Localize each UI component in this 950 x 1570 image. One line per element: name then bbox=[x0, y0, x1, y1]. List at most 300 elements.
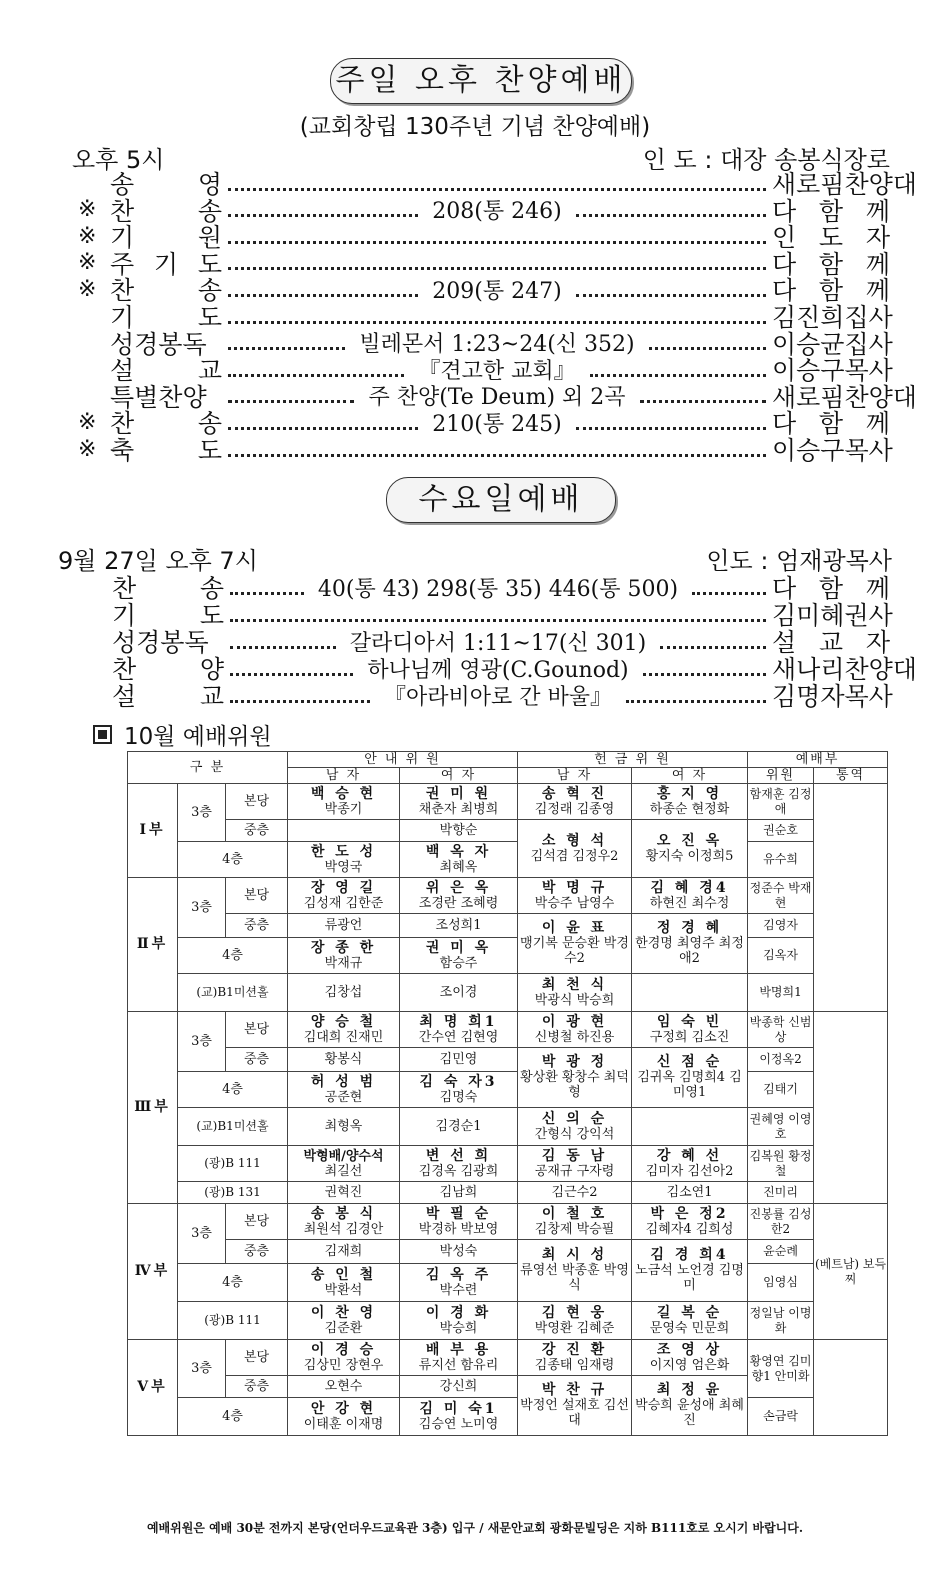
leader-name: 최 시 성 bbox=[541, 1247, 608, 1263]
leader-name: 강 혜 선 bbox=[656, 1147, 723, 1164]
cell bbox=[400, 1264, 518, 1302]
cell bbox=[288, 938, 400, 974]
cell bbox=[288, 878, 400, 914]
order-title: 송 영 bbox=[110, 170, 222, 199]
leader-name: 김 동 남 bbox=[541, 1147, 608, 1164]
cell bbox=[400, 938, 518, 974]
table-row bbox=[128, 938, 888, 974]
member-names: 김종태 임재령 bbox=[534, 1357, 615, 1373]
cell: 김소연1 bbox=[632, 1182, 748, 1204]
member-cell: 황영연 김미향1 안미화 bbox=[748, 1340, 814, 1398]
table-row bbox=[128, 1012, 888, 1048]
leader-dots bbox=[228, 267, 766, 270]
member-cell: 이정옥2 bbox=[748, 1048, 814, 1072]
leader-name: 소 형 석 bbox=[541, 832, 608, 849]
leader-name: 홍 지 영 bbox=[656, 785, 723, 802]
leader-name: 임 숙 빈 bbox=[656, 1013, 723, 1030]
cell bbox=[632, 1240, 748, 1302]
leader-name: 오 진 옥 bbox=[656, 832, 723, 849]
cell bbox=[632, 1376, 748, 1436]
order-item bbox=[78, 436, 893, 465]
member-cell: 정준수 박재현 bbox=[748, 878, 814, 914]
order-person: 이승구목사 bbox=[772, 356, 893, 386]
order-content: 갈라디아서 1:11~17(신 301) bbox=[349, 630, 647, 656]
duty-table bbox=[127, 751, 888, 1436]
cell bbox=[518, 820, 632, 878]
order-item bbox=[112, 682, 893, 711]
table-header-row bbox=[128, 752, 888, 768]
leader-dots bbox=[576, 214, 766, 217]
place-label: 중층 bbox=[226, 820, 288, 842]
member-names: 공재규 구자령 bbox=[534, 1163, 615, 1179]
order-person: 이승균집사 bbox=[772, 329, 893, 359]
header-annae-female: 여 자 bbox=[400, 768, 518, 784]
header-annae-male: 남 자 bbox=[288, 768, 400, 784]
interp-cell bbox=[814, 784, 888, 1012]
place-label: 중층 bbox=[226, 1240, 288, 1264]
leader-dots bbox=[228, 214, 418, 217]
order-title: 찬 양 bbox=[112, 655, 224, 684]
leader-name: 변 선 희 bbox=[425, 1147, 492, 1164]
place-label: 중층 bbox=[226, 914, 288, 938]
order-person: 새로핌찬양대 bbox=[772, 382, 917, 412]
place-label: 중층 bbox=[226, 1376, 288, 1398]
cell bbox=[632, 878, 748, 914]
leader-dots bbox=[649, 347, 766, 350]
cell bbox=[400, 1340, 518, 1376]
leader-name: 권 미 옥 bbox=[425, 939, 492, 956]
leader-name: 신 의 순 bbox=[541, 1110, 608, 1127]
cell bbox=[288, 1264, 400, 1302]
leader-name: 송 인 철 bbox=[310, 1266, 377, 1283]
cell bbox=[288, 784, 400, 820]
member-names: 공준현 bbox=[324, 1089, 363, 1105]
member-cell: 김복원 황정철 bbox=[748, 1146, 814, 1182]
place-label: 본당 bbox=[226, 1012, 288, 1048]
leader-dots bbox=[228, 347, 345, 350]
order-person: 김미혜권사 bbox=[772, 601, 893, 630]
cell bbox=[400, 1012, 518, 1048]
leader-name: 김 혜 경4 bbox=[650, 879, 729, 896]
member-names: 김성재 김한준 bbox=[303, 895, 384, 911]
order-person: 다 함 께 bbox=[772, 196, 890, 226]
member-names: 간형식 강익석 bbox=[534, 1126, 615, 1142]
member-cell: 진미리 bbox=[748, 1182, 814, 1204]
leader-name: 김 경 희4 bbox=[650, 1247, 729, 1263]
cell: 김재희 bbox=[288, 1240, 400, 1264]
order-title: 성경봉독 bbox=[110, 329, 207, 359]
member-names: 김미자 김선아2 bbox=[645, 1163, 734, 1179]
member-names: 류지선 함유리 bbox=[418, 1357, 499, 1373]
table-row bbox=[128, 914, 888, 938]
member-names: 박종기 bbox=[324, 801, 363, 817]
floor-label: 4층 bbox=[178, 1264, 288, 1302]
leader-name: 장 영 길 bbox=[310, 879, 377, 896]
order-content: 『아라비아로 간 바울』 bbox=[384, 684, 613, 710]
order-title: 찬 송 bbox=[110, 409, 222, 439]
member-names: 구정희 김소진 bbox=[649, 1029, 730, 1045]
order-person: 다 함 께 bbox=[772, 574, 890, 603]
member-names: 박정언 설재호 김선대 bbox=[520, 1398, 629, 1428]
leader-dots bbox=[590, 374, 766, 377]
leader-name: 송 봉 식 bbox=[310, 1205, 377, 1222]
member-cell: 권순호 bbox=[748, 820, 814, 842]
cell bbox=[518, 1108, 632, 1146]
leader-name: 권 미 원 bbox=[425, 785, 492, 802]
part-label: Ⅴ부 bbox=[128, 1340, 178, 1436]
order-content: 209(통 247) bbox=[432, 278, 562, 304]
part-label: Ⅳ부 bbox=[128, 1204, 178, 1340]
leader-name: 박 은 정2 bbox=[650, 1205, 729, 1222]
place-label: (교)B1미션홀 bbox=[178, 974, 288, 1012]
leader-dots bbox=[228, 400, 354, 403]
duty-section-title: 10월 예배위원 bbox=[124, 724, 272, 750]
header-member: 위원 bbox=[748, 768, 814, 784]
cell bbox=[400, 1302, 518, 1340]
table-row bbox=[128, 842, 888, 878]
cell bbox=[400, 1204, 518, 1240]
cell: 조이경 bbox=[400, 974, 518, 1012]
leader-name: 이 찬 영 bbox=[310, 1304, 377, 1321]
leader-name: 안 강 현 bbox=[310, 1400, 377, 1417]
leader-name: 백 승 현 bbox=[310, 785, 377, 802]
order-person: 다 함 께 bbox=[772, 276, 890, 306]
member-names: 김대희 진재민 bbox=[303, 1029, 384, 1045]
leader-name: 위 은 옥 bbox=[425, 879, 492, 896]
order-person: 김진희집사 bbox=[772, 303, 893, 332]
leader-dots bbox=[643, 673, 766, 676]
leader-dots bbox=[228, 427, 418, 430]
leader-dots bbox=[228, 241, 766, 244]
member-names: 박경하 박보영 bbox=[418, 1221, 499, 1237]
member-names: 김혜자4 김희성 bbox=[645, 1221, 734, 1237]
member-cell: 윤순례 bbox=[748, 1240, 814, 1264]
leader-name: 김 현 웅 bbox=[541, 1304, 608, 1321]
cell bbox=[400, 1146, 518, 1182]
floor-label: 4층 bbox=[178, 938, 288, 974]
order-content: 210(통 245) bbox=[432, 411, 562, 437]
order-title: 찬 송 bbox=[110, 196, 222, 226]
table-row bbox=[128, 1182, 888, 1204]
place-label: 본당 bbox=[226, 1204, 288, 1240]
member-names: 하현진 최수정 bbox=[649, 895, 730, 911]
cell bbox=[518, 1340, 632, 1376]
cell bbox=[288, 1302, 400, 1340]
place-label: 본당 bbox=[226, 784, 288, 820]
cell bbox=[632, 784, 748, 820]
member-names: 류영선 박종훈 박영식 bbox=[520, 1263, 629, 1293]
leader-name: 배 부 용 bbox=[425, 1341, 492, 1358]
leader-dots bbox=[230, 646, 336, 649]
wednesday-info bbox=[58, 541, 892, 575]
order-title: 설 교 bbox=[112, 682, 224, 711]
table-row bbox=[128, 820, 888, 842]
cell: 김민영 bbox=[400, 1048, 518, 1072]
floor-label: 4층 bbox=[178, 1398, 288, 1436]
leader-name: 박 광 정 bbox=[541, 1054, 608, 1070]
member-names: 맹기복 문승환 박경수2 bbox=[520, 936, 629, 966]
leader-name: 박 찬 규 bbox=[541, 1382, 608, 1398]
leader-name: 박 명 규 bbox=[541, 879, 608, 896]
cell bbox=[288, 1398, 400, 1436]
wednesday-time: 9월 27일 오후 7시 bbox=[58, 547, 258, 575]
order-title: 설 교 bbox=[110, 356, 222, 386]
cell bbox=[518, 914, 632, 974]
sunday-subtitle: (교회창립 130주년 기념 찬양예배) bbox=[299, 114, 651, 140]
cell bbox=[518, 1012, 632, 1048]
cell bbox=[400, 842, 518, 878]
member-names: 최길선 bbox=[324, 1163, 363, 1179]
leader-name: 강 진 환 bbox=[541, 1341, 608, 1358]
leader-name: 박 필 순 bbox=[425, 1205, 492, 1222]
cell bbox=[518, 1146, 632, 1182]
member-names: 김정래 김종영 bbox=[534, 801, 615, 817]
order-person: 다 함 께 bbox=[772, 409, 890, 439]
sunday-leader: 인 도 : 대장 송봉식장로 bbox=[642, 146, 890, 174]
cell bbox=[632, 1204, 748, 1240]
table-row bbox=[128, 784, 888, 820]
cell bbox=[518, 784, 632, 820]
interp-cell: (베트남) 보득찌 bbox=[814, 1204, 888, 1340]
member-names: 황지숙 이정희5 bbox=[645, 848, 734, 864]
member-cell: 함재훈 김정애 bbox=[748, 784, 814, 820]
member-cell: 유수희 bbox=[748, 842, 814, 878]
cell: 박성숙 bbox=[400, 1240, 518, 1264]
member-names: 함승주 bbox=[439, 955, 478, 971]
member-cell: 임영심 bbox=[748, 1264, 814, 1302]
member-names: 박승희 bbox=[439, 1320, 478, 1336]
order-person: 김명자목사 bbox=[772, 682, 893, 711]
member-cell: 박종학 신범상 bbox=[748, 1012, 814, 1048]
order-title: 찬 송 bbox=[110, 276, 222, 306]
cell: 김창섭 bbox=[288, 974, 400, 1012]
order-person: 이승구목사 bbox=[772, 436, 893, 465]
cell bbox=[632, 820, 748, 878]
leader-name: 이 윤 표 bbox=[541, 920, 608, 936]
member-names: 신병철 하진용 bbox=[534, 1029, 615, 1045]
cell bbox=[518, 1302, 632, 1340]
place-label: (교)B1미션홀 bbox=[178, 1108, 288, 1146]
leader-name: 김 옥 주 bbox=[425, 1266, 492, 1283]
floor-label: 3층 bbox=[178, 878, 226, 938]
header-heongeum: 헌 금 위 원 bbox=[518, 752, 748, 768]
sunday-title: 주일 오후 찬양예배 bbox=[330, 58, 632, 104]
floor-label: 3층 bbox=[178, 1340, 226, 1398]
leader-dots bbox=[626, 700, 766, 703]
cell bbox=[288, 1012, 400, 1048]
leader-name: 백 옥 자 bbox=[425, 843, 492, 860]
leader-dots bbox=[640, 400, 766, 403]
table-row bbox=[128, 1340, 888, 1376]
cell bbox=[518, 974, 632, 1012]
leader-name: 정 경 혜 bbox=[656, 920, 723, 936]
leader-dots bbox=[230, 619, 766, 622]
filled-square-icon bbox=[93, 725, 112, 744]
part-label: Ⅱ부 bbox=[128, 878, 178, 1012]
leader-name: 양 승 철 bbox=[310, 1013, 377, 1030]
member-names: 최혜옥 bbox=[439, 859, 478, 875]
member-names: 박영국 bbox=[324, 859, 363, 875]
member-names: 김승연 노미영 bbox=[418, 1416, 499, 1432]
cell: 박향순 bbox=[400, 820, 518, 842]
member-cell: 권혜영 이영호 bbox=[748, 1108, 814, 1146]
member-cell: 김태기 bbox=[748, 1072, 814, 1108]
order-content: 40(통 43) 298(통 35) 446(통 500) bbox=[317, 576, 679, 602]
cell: 김경순1 bbox=[400, 1108, 518, 1146]
cell bbox=[288, 820, 400, 842]
leader-dots bbox=[228, 454, 766, 457]
part-label: Ⅲ부 bbox=[128, 1012, 178, 1204]
member-names: 문영숙 민문희 bbox=[649, 1320, 730, 1336]
interp-cell bbox=[814, 1012, 888, 1204]
order-title: 기 원 bbox=[110, 223, 222, 253]
cell: 황봉식 bbox=[288, 1048, 400, 1072]
cell bbox=[632, 1108, 748, 1146]
order-title: 축 도 bbox=[110, 436, 222, 465]
leader-dots bbox=[660, 646, 766, 649]
cell bbox=[400, 1398, 518, 1436]
leader-name: 조 영 상 bbox=[656, 1341, 723, 1358]
table-row bbox=[128, 1108, 888, 1146]
cell: 류광언 bbox=[288, 914, 400, 938]
cell bbox=[518, 1376, 632, 1436]
order-content: 208(통 246) bbox=[432, 199, 562, 225]
header-gubun: 구 분 bbox=[128, 752, 288, 784]
reference-mark: ※ bbox=[78, 223, 97, 249]
leader-dots bbox=[230, 700, 370, 703]
cell bbox=[400, 878, 518, 914]
leader-dots bbox=[230, 592, 304, 595]
header-yebaebu: 예배부 bbox=[748, 752, 888, 768]
member-names: 김귀옥 김명희4 김미영1 bbox=[637, 1070, 742, 1100]
leader-dots bbox=[692, 592, 766, 595]
table-row bbox=[128, 1048, 888, 1072]
cell: 김근수2 bbox=[518, 1182, 632, 1204]
wednesday-title: 수요일예배 bbox=[386, 477, 616, 523]
order-content: 『견고한 교회』 bbox=[418, 358, 576, 384]
member-names: 박광식 박승희 bbox=[534, 992, 615, 1008]
member-cell: 손금락 bbox=[748, 1398, 814, 1436]
member-names: 박환석 bbox=[324, 1282, 363, 1298]
reference-mark: ※ bbox=[78, 276, 97, 302]
cell bbox=[632, 1340, 748, 1376]
member-names: 채춘자 최병희 bbox=[418, 801, 499, 817]
leader-name: 최 정 윤 bbox=[656, 1382, 723, 1398]
leader-name: 장 종 한 bbox=[310, 939, 377, 956]
member-cell: 김옥자 bbox=[748, 938, 814, 974]
cell bbox=[288, 842, 400, 878]
member-names: 이지영 엄은화 bbox=[649, 1357, 730, 1373]
leader-name: 최 천 식 bbox=[541, 976, 608, 993]
table-row bbox=[128, 1398, 888, 1436]
cell bbox=[288, 1072, 400, 1108]
cell: 김남희 bbox=[400, 1182, 518, 1204]
cell bbox=[632, 1146, 748, 1182]
cell bbox=[632, 1012, 748, 1048]
order-title: 기 도 bbox=[112, 601, 224, 630]
floor-label: 3층 bbox=[178, 1204, 226, 1264]
leader-dots bbox=[230, 673, 353, 676]
member-names: 김명숙 bbox=[439, 1089, 478, 1105]
member-names: 김상민 장현우 bbox=[303, 1357, 384, 1373]
member-names: 황상환 황창수 최덕형 bbox=[520, 1070, 629, 1100]
leader-dots bbox=[228, 321, 766, 324]
member-names: 김준환 bbox=[324, 1320, 363, 1336]
leader-dots bbox=[228, 374, 404, 377]
order-person: 새로핌찬양대 bbox=[772, 170, 917, 199]
order-content: 하나님께 영광(C.Gounod) bbox=[367, 657, 629, 683]
order-title: 주 기 도 bbox=[110, 249, 222, 279]
leader-name: 박형배/양수석 bbox=[303, 1148, 384, 1164]
header-heongeum-female: 여 자 bbox=[632, 768, 748, 784]
place-label: 본당 bbox=[226, 1340, 288, 1376]
cell bbox=[288, 1146, 400, 1182]
leader-dots bbox=[576, 427, 766, 430]
leader-name: 이 경 화 bbox=[425, 1304, 492, 1321]
cell bbox=[632, 1048, 748, 1108]
header-annae: 안 내 위 원 bbox=[288, 752, 518, 768]
footnote: 예배위원은 예배 30분 전까지 본당(언더우드교육관 3층) 입구 / 새문안교회 광화문빌딩은 지하 B111호로 오시기 바랍니다. bbox=[146, 1521, 804, 1535]
member-names: 간수연 김현영 bbox=[418, 1029, 499, 1045]
cell bbox=[518, 1204, 632, 1240]
sunday-time: 오후 5시 bbox=[72, 146, 165, 174]
cell: 권혁진 bbox=[288, 1182, 400, 1204]
member-names: 박수련 bbox=[439, 1282, 478, 1298]
interp-cell bbox=[814, 1340, 888, 1436]
cell: 강신희 bbox=[400, 1376, 518, 1398]
table-row bbox=[128, 974, 888, 1012]
member-names: 한경명 최영주 최정애2 bbox=[635, 936, 744, 966]
member-names: 조경란 조혜령 bbox=[418, 895, 499, 911]
leader-name: 최 명 희1 bbox=[419, 1013, 498, 1030]
order-person: 다 함 께 bbox=[772, 249, 890, 279]
cell bbox=[288, 1204, 400, 1240]
floor-label: 4층 bbox=[178, 842, 288, 878]
member-names: 김창제 박승필 bbox=[534, 1221, 615, 1237]
leader-name: 이 경 승 bbox=[310, 1341, 377, 1358]
order-person: 설 교 자 bbox=[772, 628, 890, 657]
cell bbox=[632, 974, 748, 1012]
member-names: 최원석 김경안 bbox=[303, 1221, 384, 1237]
cell bbox=[400, 1072, 518, 1108]
cell: 오현수 bbox=[288, 1376, 400, 1398]
floor-label: 3층 bbox=[178, 1012, 226, 1072]
leader-name: 김 숙 자3 bbox=[419, 1073, 498, 1090]
reference-mark: ※ bbox=[78, 197, 97, 223]
floor-label: 4층 bbox=[178, 1072, 288, 1108]
place-label: (광)B 131 bbox=[178, 1182, 288, 1204]
member-names: 노금석 노언경 김명미 bbox=[635, 1263, 744, 1293]
leader-dots bbox=[228, 294, 418, 297]
leader-name: 길 복 순 bbox=[656, 1304, 723, 1321]
cell bbox=[400, 784, 518, 820]
member-names: 박승주 남영수 bbox=[534, 895, 615, 911]
leader-dots bbox=[576, 294, 766, 297]
table-row bbox=[128, 1264, 888, 1302]
leader-name: 송 혁 진 bbox=[541, 785, 608, 802]
header-interp: 통역 bbox=[814, 768, 888, 784]
reference-mark: ※ bbox=[78, 250, 97, 276]
leader-dots bbox=[228, 188, 766, 191]
wednesday-leader: 인도 : 엄재광목사 bbox=[706, 547, 892, 575]
table-row bbox=[128, 1302, 888, 1340]
leader-name: 이 철 호 bbox=[541, 1205, 608, 1222]
header-heongeum-male: 남 자 bbox=[518, 768, 632, 784]
floor-label: 3층 bbox=[178, 784, 226, 842]
table-row bbox=[128, 1240, 888, 1264]
cell bbox=[632, 1302, 748, 1340]
cell bbox=[518, 1048, 632, 1108]
